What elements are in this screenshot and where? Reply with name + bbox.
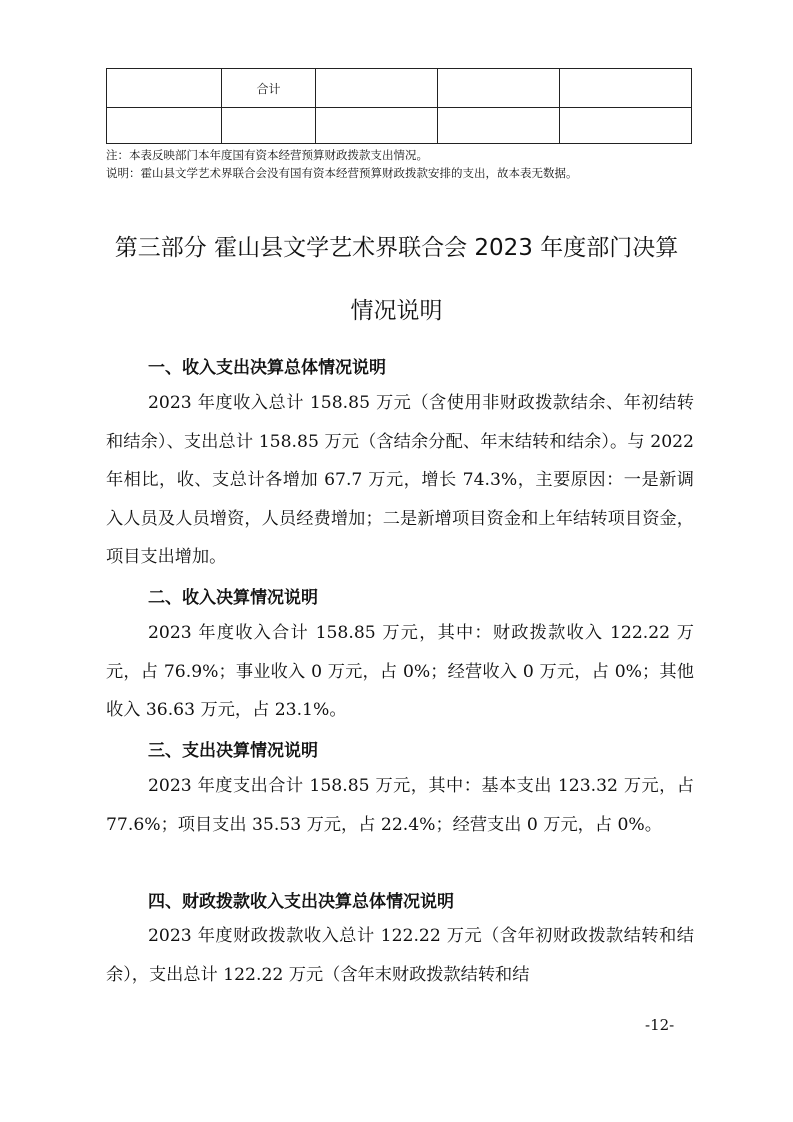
table-cell xyxy=(316,108,438,144)
budget-table xyxy=(106,68,692,144)
section-heading-3: 三、支出决算情况说明 xyxy=(148,741,318,761)
section-text-3: 2023 年度支出合计 158.85 万元，其中：基本支出 123.32 万元，占 77.6%；项目支出 35.53 万元，占 22.4%；经营支出 0 万元，占 0%。 xyxy=(106,776,694,835)
table-cell xyxy=(560,69,692,108)
table-cell xyxy=(222,108,316,144)
table-row xyxy=(107,108,692,144)
section-text-2: 2023 年度收入合计 158.85 万元，其中：财政拨款收入 122.22 万元，占 76.9%；事业收入 0 万元，占 0%；经营收入 0 万元，占 0%；其他收入 36.63 万元，占 23.1%。 xyxy=(106,623,694,720)
part-title: 第三部分 霍山县文学艺术界联合会 2023 年度部门决算 xyxy=(114,235,679,261)
table-cell xyxy=(107,69,222,108)
table-explanation: 说明：霍山县文学艺术界联合会没有国有资本经营预算财政拨款安排的支出，故本表无数据。 xyxy=(106,166,578,180)
table-row xyxy=(107,69,692,108)
table-cell xyxy=(560,108,692,144)
section-heading-4: 四、财政拨款收入支出决算总体情况说明 xyxy=(148,892,454,912)
section-text-4: 2023 年度财政拨款收入总计 122.22 万元（含年初财政拨款结转和结余），支出总计 122.22 万元（含年末财政拨款结转和结 xyxy=(106,926,694,985)
part-title-continued: 情况说明 xyxy=(350,298,443,324)
section-heading-2: 二、收入决算情况说明 xyxy=(148,588,318,608)
table-note: 注：本表反映部门本年度国有资本经营预算财政拨款支出情况。 xyxy=(106,148,428,162)
table-cell-total-label: 合计 xyxy=(222,69,316,108)
section-heading-1: 一、收入支出决算总体情况说明 xyxy=(148,358,386,378)
table-cell xyxy=(107,108,222,144)
page-number: -12- xyxy=(645,1016,675,1034)
table-cell xyxy=(316,69,438,108)
table-cell xyxy=(438,108,560,144)
section-text-1: 2023 年度收入总计 158.85 万元（含使用非财政拨款结余、年初结转和结余）、支出总计 158.85 万元（含结余分配、年末结转和结余）。与 2022 年相比，收、支总计各增加 67.7 万元，增长 74.3%，主要原因：一是新调入人员及人员增资，人员经费增加；二是新增项目资金和上年结转项目资金，项目支出增加。 xyxy=(106,393,694,567)
table-cell xyxy=(438,69,560,108)
table-notes xyxy=(106,146,706,182)
